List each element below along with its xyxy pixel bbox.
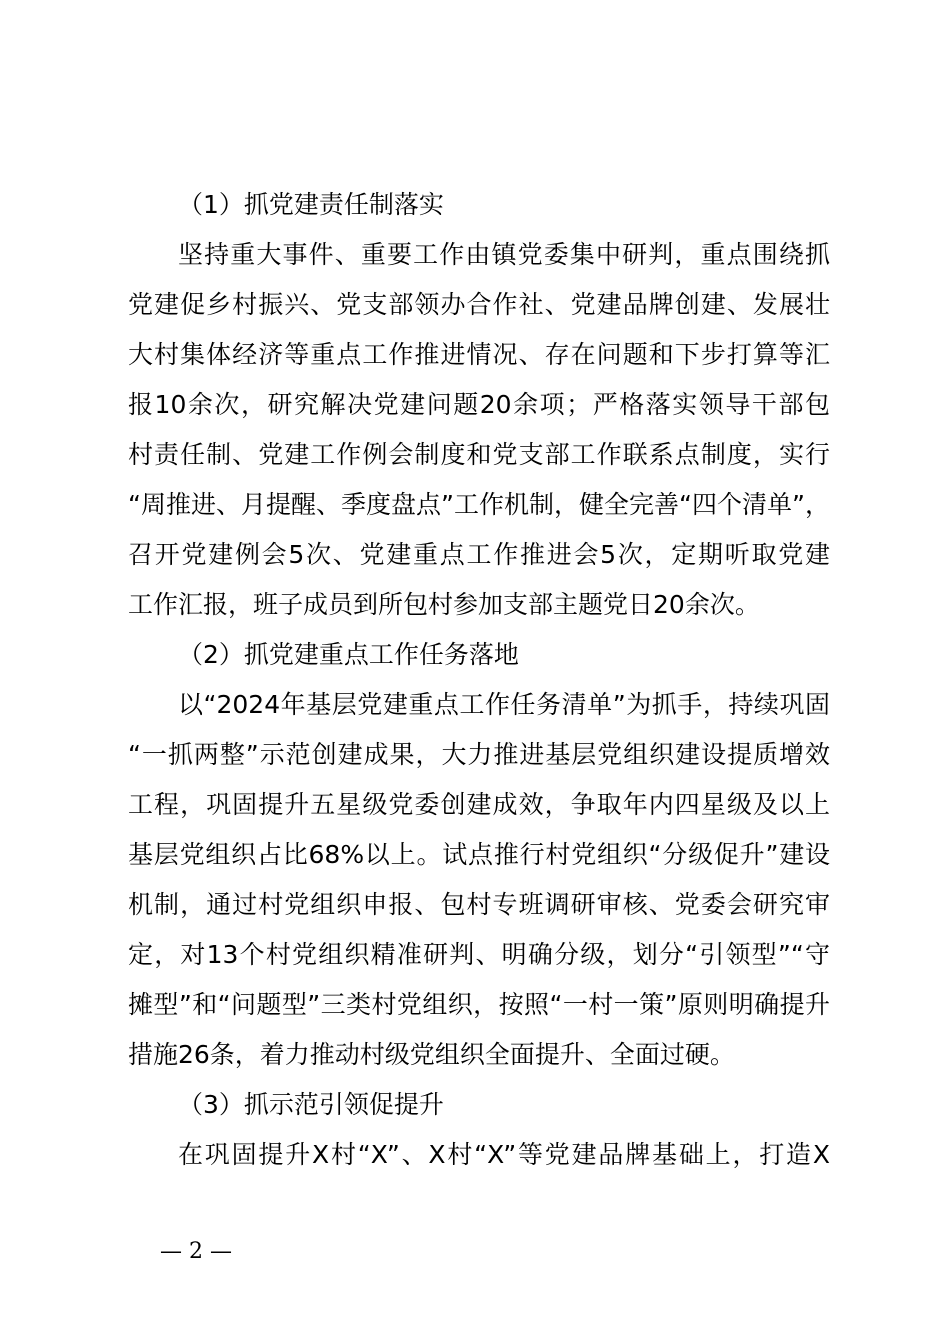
paragraph-line: 机制，通过村党组织申报、包村专班调研审核、党委会研究审 — [128, 890, 830, 919]
paragraph-line: 党建促乡村振兴、党支部领办合作社、党建品牌创建、发展壮 — [128, 290, 830, 319]
paragraph-line: 村责任制、党建工作例会制度和党支部工作联系点制度，实行 — [128, 440, 830, 469]
section-heading-3: （3）抓示范引领促提升 — [178, 1090, 444, 1119]
paragraph-line: 摊型”和“问题型”三类村党组织，按照“一村一策”原则明确提升 — [128, 990, 830, 1019]
paragraph-line: 以“2024年基层党建重点工作任务清单”为抓手，持续巩固 — [178, 690, 830, 719]
paragraph-line: 大村集体经济等重点工作推进情况、存在问题和下步打算等汇 — [128, 340, 830, 369]
paragraph-line: 召开党建例会5次、党建重点工作推进会5次，定期听取党建 — [128, 540, 830, 569]
section-heading-2: （2）抓党建重点工作任务落地 — [178, 640, 519, 669]
paragraph-line: 工作汇报，班子成员到所包村参加支部主题党日20余次。 — [128, 590, 760, 619]
paragraph-line: 措施26条，着力推动村级党组织全面提升、全面过硬。 — [128, 1040, 735, 1069]
paragraph-line: 工程，巩固提升五星级党委创建成效，争取年内四星级及以上 — [128, 790, 830, 819]
paragraph-line: “一抓两整”示范创建成果，大力推进基层党组织建设提质增效 — [128, 740, 830, 769]
page-number: — 2 — — [160, 1239, 232, 1264]
paragraph-line: “周推进、月提醒、季度盘点”工作机制，健全完善“四个清单”， — [128, 490, 830, 519]
paragraph-line: 在巩固提升X村“X”、X村“X”等党建品牌基础上，打造X — [178, 1140, 830, 1169]
paragraph-line: 坚持重大事件、重要工作由镇党委集中研判，重点围绕抓 — [178, 240, 830, 269]
paragraph-line: 报10余次，研究解决党建问题20余项；严格落实领导干部包 — [128, 390, 830, 419]
paragraph-line: 基层党组织占比68%以上。试点推行村党组织“分级促升”建设 — [128, 840, 830, 869]
paragraph-line: 定，对13个村党组织精准研判、明确分级，划分“引领型”“守 — [128, 940, 830, 969]
section-heading-1: （1）抓党建责任制落实 — [178, 190, 444, 219]
